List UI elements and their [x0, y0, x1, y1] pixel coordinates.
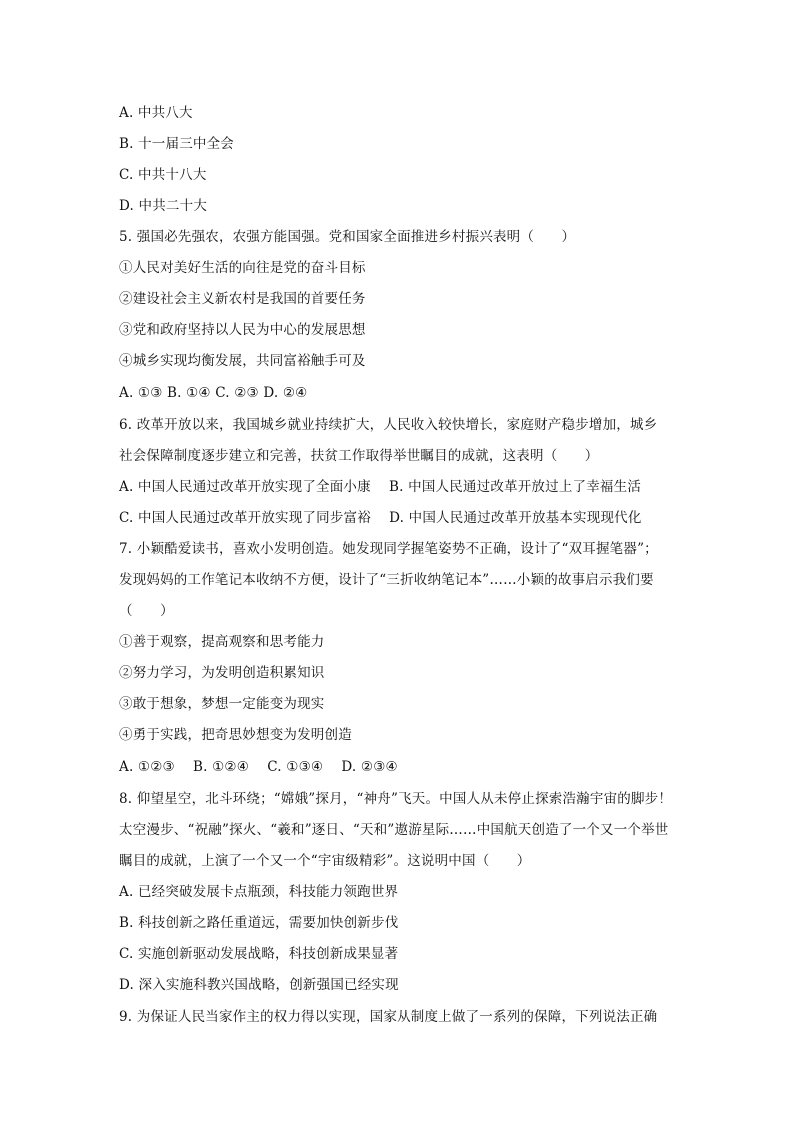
q5-statement-4: ④城乡实现均衡发展，共同富裕触手可及 — [119, 353, 366, 369]
q8-option-b: B. 科技创新之路任重道远，需要加快创新步伐 — [119, 915, 399, 931]
question-5-stem: 5. 强国必先强农，农强方能国强。党和国家全面推进乡村振兴表明（ ） — [119, 229, 576, 245]
question-6-stem-line-2: 社会保障制度逐步建立和完善，扶贫工作取得举世瞩目的成就，这表明（ ） — [119, 448, 599, 464]
option-d-q4: D. 中共二十大 — [119, 198, 208, 214]
question-7-stem-line-3: （ ） — [119, 603, 174, 619]
q5-statement-2: ②建设社会主义新农村是我国的首要任务 — [119, 291, 366, 307]
q5-options: A. ①③ B. ①④ C. ②③ D. ②④ — [119, 385, 308, 401]
option-a-q4: A. 中共八大 — [119, 105, 193, 121]
question-8-stem-line-3: 瞩目的成就，上演了一个又一个“宇宙级精彩”。这说明中国（ ） — [119, 853, 531, 869]
q5-statement-3: ③党和政府坚持以人民为中心的发展思想 — [119, 322, 366, 338]
q7-statement-4: ④勇于实践，把奇思妙想变为发明创造 — [119, 727, 352, 743]
question-8-stem-line-2: 太空漫步、“祝融”探火、“羲和”逐日、“天和”遨游星际……中国航天创造了一个又一个举世 — [119, 822, 669, 838]
q8-option-c: C. 实施创新驱动发展战略，科技创新成果显著 — [119, 946, 399, 962]
q6-options-ab: A. 中国人民通过改革开放实现了全面小康 B. 中国人民通过改革开放过上了幸福生活 — [119, 479, 642, 495]
q7-options: A. ①②③ B. ①②④ C. ①③④ D. ②③④ — [119, 759, 398, 775]
q7-statement-2: ②努力学习，为发明创造积累知识 — [119, 665, 325, 681]
question-8-stem-line-1: 8. 仰望星空，北斗环绕；“嫦娥”探月，“神舟”飞天。中国人从未停止探索浩瀚宇宙的脚步！ — [119, 791, 673, 807]
question-9-stem-line-1: 9. 为保证人民当家作主的权力得以实现，国家从制度上做了一系列的保障，下列说法正确 — [119, 1009, 658, 1025]
q6-options-cd: C. 中国人民通过改革开放实现了同步富裕 D. 中国人民通过改革开放基本实现现代化 — [119, 510, 642, 526]
question-7-stem-line-1: 7. 小颖酷爱读书，喜欢小发明创造。她发现同学握笔姿势不正确，设计了“双耳握笔器”； — [119, 541, 658, 557]
q7-statement-1: ①善于观察，提高观察和思考能力 — [119, 634, 325, 650]
q8-option-a: A. 已经突破发展卡点瓶颈，科技能力领跑世界 — [119, 884, 399, 900]
option-c-q4: C. 中共十八大 — [119, 167, 207, 183]
question-6-stem-line-1: 6. 改革开放以来，我国城乡就业持续扩大，人民收入较快增长，家庭财产稳步增加，城乡 — [119, 417, 658, 433]
q8-option-d: D. 深入实施科教兴国战略，创新强国已经实现 — [119, 977, 399, 993]
option-b-q4: B. 十一届三中全会 — [119, 136, 235, 152]
q7-statement-3: ③敢于想象，梦想一定能变为现实 — [119, 696, 325, 712]
q5-statement-1: ①人民对美好生活的向往是党的奋斗目标 — [119, 260, 366, 276]
question-7-stem-line-2: 发现妈妈的工作笔记本收纳不方便，设计了“三折收纳笔记本”……小颖的故事启示我们要 — [119, 572, 654, 588]
